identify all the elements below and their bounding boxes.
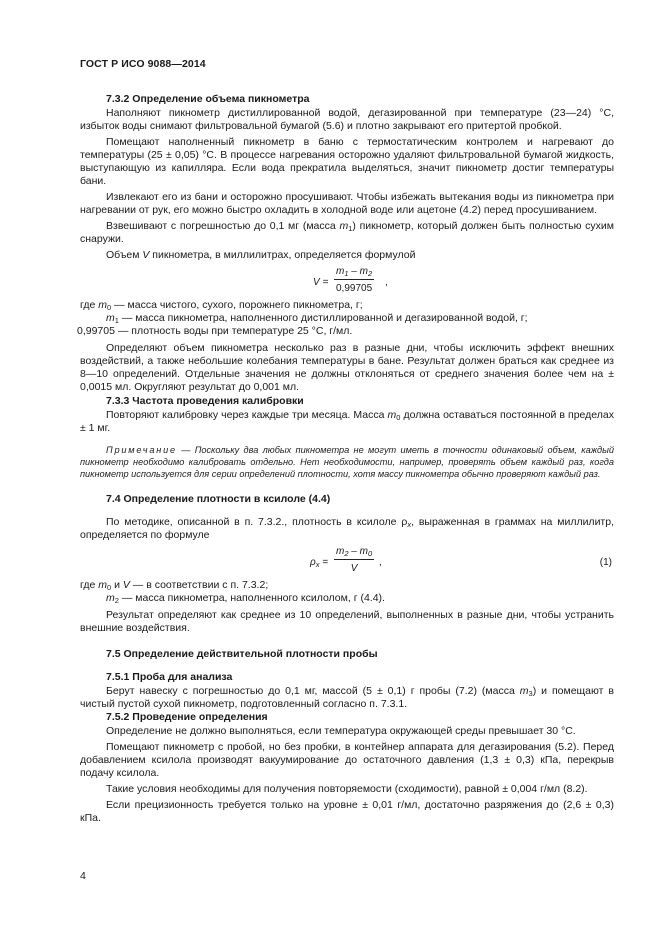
formula-legend (80, 579, 614, 605)
paragraph: Наполняют пикнометр дистиллированной водой, дегазированной при температуре (23—24) °С, избыток воды снимают фильтровальной бумагой (5.6) и плотно закрывают его притертой пробкой. (80, 107, 614, 132)
document-body (77, 93, 615, 825)
paragraph: Помещают наполненный пикнометр в баню с термостатическим контролем и нагревают до температуры (25 ± 0,05) °С. В процессе нагревания осторожно удаляют фильтровальной бумагой жидкость, выступающую из капилляра. Если вода прекратила выделяться, значит пикнометр достиг температуры бани. (80, 136, 614, 187)
equation-number: (1) (599, 557, 612, 568)
paragraph: Помещают пикнометр с пробой, но без пробки, в контейнер аппарата для дегазирования (5.2). Перед добавлением ксилола производят вакуумирование до остаточного давления (1,3 ± 0,3) кПа, перекрыв подачу ксилола. (80, 741, 614, 779)
document-header: ГОСТ Р ИСО 9088—2014 (80, 58, 206, 70)
paragraph: Результат определяют как среднее из 10 определений, выполненных в разные дни, чтобы устранить внешние воздействия. (80, 609, 614, 634)
paragraph: Повторяют калибровку через каждые три месяца. Масса $m_0$ должна оставаться постоянной в пределах ± 1 мг. (80, 409, 614, 434)
paragraph: Такие условия необходимы для получения повторяемости (сходимости), равной ± 0,004 г/мл (8.2). (106, 783, 588, 795)
paragraph: Взвешивают с погрешностью до 0,1 мг (масса $m_1$) пикнометр, который должен быть полностью сухим снаружи. (80, 220, 615, 245)
formula-volume: V = $\frac{m_1 - m_2}{0,99705}$ , (313, 266, 388, 294)
section-heading-7-5-2: 7.5.2 Проведение определения (106, 711, 268, 723)
legend-item: $m_1$ — масса пикнометра, наполненного дистиллированной и дегазированной водой, г; (106, 312, 528, 325)
section-heading-7-4: 7.4 Определение плотности в ксилоле (4.4) (106, 493, 331, 505)
page-number: 4 (80, 870, 86, 882)
section-heading-7-3-3: 7.3.3 Частота проведения калибровки (106, 395, 304, 407)
fraction-numerator: $m_2 - m_0$ (336, 546, 373, 558)
fraction-denominator: 0,99705 (335, 283, 373, 294)
formula-lhs: V = (313, 277, 329, 288)
paragraph: Если прецизионность требуется только на уровне ± 0,01 г/мл, достаточно разряжения до (2,6 ± 0,3) кПа. (80, 799, 614, 824)
formula-density: $\rho_x$ = $\frac{m_2 - m_0}{V}$ , (1) (310, 546, 612, 574)
fraction-numerator: $m_1 - m_2$ (336, 266, 373, 278)
paragraph: По методике, описанной в п. 7.3.2., плотность в ксилоле $\rho_x$, выраженная в граммах на миллилитр, определяется по формуле (80, 516, 614, 541)
legend-item: $m_2$ — масса пикнометра, наполненного ксилолом, г (4.4). (106, 592, 385, 605)
legend-item: 0,99705 — плотность воды при температуре 25 °С, г/мл. (77, 325, 353, 337)
formula-lhs: $\rho_x$ = (310, 557, 329, 569)
paragraph: Извлекают его из бани и осторожно просушивают. Чтобы избежать вытекания воды из пикнометра при нагревании от рук, его можно быстро охладить в холодной воде или ацетоне (4.2) перед просушиванием. (80, 191, 614, 216)
paragraph: Определение не должно выполняться, если температура окружающей среды превышает 30 °С. (106, 725, 576, 737)
fraction-denominator: V (350, 563, 358, 574)
section-heading-7-5: 7.5 Определение действительной плотности пробы (106, 648, 378, 660)
paragraph: Берут навеску с погрешностью до 0,1 мг, массой (5 ± 0,1) г пробы (7.2) (масса $m_3$) и помещают в чистый пустой сухой пикнометр, подготовленный согласно п. 7.3.1. (80, 685, 614, 710)
section-heading-7-5-1: 7.5.1 Проба для анализа (106, 671, 233, 683)
formula-fraction (334, 265, 374, 295)
section-heading-7-3-2: 7.3.2 Определение объема пикнометра (106, 93, 310, 105)
legend-item: где $m_0$ — масса чистого, сухого, порожнего пикнометра, г; (80, 299, 363, 312)
paragraph: Определяют объем пикнометра несколько раз в разные дни, чтобы исключить эффект внешних воздействий, а также небольшие колебания температуры в бане. Результат должен браться как среднее из 8—10 определений. Отдельные значения не должны отклоняться от среднего значения более чем на ± 0,0015 мл. Округляют результат до 0,001 мл. (80, 342, 614, 393)
paragraph: Объем V пикнометра, в миллилитрах, определяется формулой (106, 249, 416, 261)
note: Примечание — Поскольку два любых пикнометра не могут иметь в точности одинаковый объем, каждый пикнометр необходимо калибровать отдельно. Нет необходимости, например, проверять объем каждый раз, когда пикнометр используется для серии определений плотности, хотя массу пикнометра обычно проверяют каждый раз. (80, 445, 614, 479)
formula-fraction (334, 545, 374, 575)
formula-legend (77, 299, 614, 338)
legend-item: где $m_0$ и V — в соответствии с п. 7.3.2; (80, 579, 269, 592)
